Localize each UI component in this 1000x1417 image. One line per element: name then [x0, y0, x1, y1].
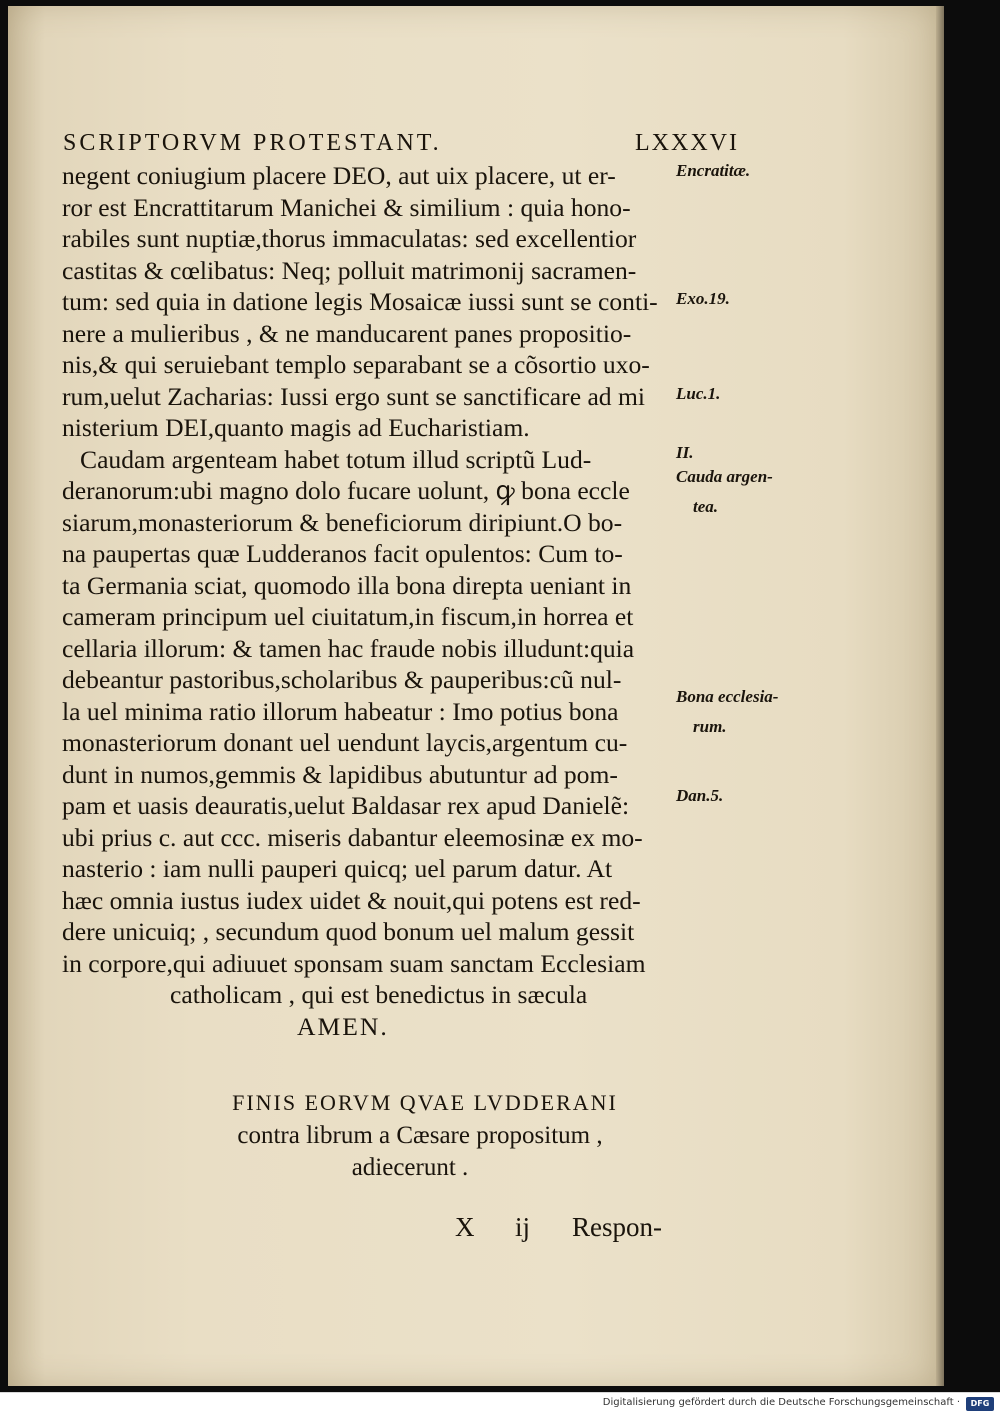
text-line: nisterium DEI,quanto magis ad Eucharistiam.	[62, 413, 530, 442]
text-line: debeantur pastoribus,scholaribus & pauperibus:cũ nul-	[62, 665, 622, 694]
text-line: tum: sed quia in datione legis Mosaicæ iussi sunt se conti-	[62, 287, 658, 316]
text-line: nere a mulieribus , & ne manducarent panes propositio-	[62, 318, 632, 348]
main-text-block	[62, 160, 672, 1042]
text-line: deranorum:ubi magno dolo fucare uolunt, ꝙ bona eccle	[62, 476, 630, 505]
margin-note-section-number: II.	[676, 443, 694, 462]
text-line: nasterio : iam nulli pauperi quicq; uel parum datur. At	[62, 854, 613, 883]
text-line: negent coniugium placere DEO, aut uix placere, ut er-	[62, 161, 616, 190]
text-line: ta Germania sciat, quomodo illa bona direpta ueniant in	[62, 570, 632, 600]
margin-note-bona: Bona ecclesia-	[676, 687, 779, 706]
running-header	[63, 130, 763, 157]
margin-note-bona-cont: rum.	[693, 717, 727, 736]
text-line: in corpore,qui adiuuet sponsam suam sanctam Ecclesiam	[62, 948, 646, 978]
text-line: cameram principum uel ciuitatum,in fiscum,in horrea et	[62, 602, 634, 631]
text-line: monasteriorum donant uel uendunt laycis,argentum cu-	[62, 728, 628, 757]
margin-note-exodus: Exo.19.	[676, 289, 730, 308]
signature-mark: X	[455, 1212, 475, 1242]
catchword: Respon-	[572, 1212, 662, 1242]
text-line: rabiles sunt nuptiæ,thorus immaculatas: sed excellentior	[62, 224, 637, 253]
margin-note-daniel: Dan.5.	[676, 786, 724, 805]
text-line: pam et uasis deauratis,uelut Baldasar rex apud Danielẽ:	[62, 791, 630, 820]
signature-number: ij	[515, 1212, 531, 1242]
colophon	[0, 1090, 760, 1186]
margin-note-encratitae: Encratitæ.	[676, 161, 751, 180]
text-line: cellaria illorum: & tamen hac fraude nobis illudunt:quia	[62, 633, 635, 663]
text-line: castitas & cœlibatus: Neq; polluit matrimonij sacramen-	[62, 255, 637, 285]
margin-note-luke: Luc.1.	[676, 384, 721, 403]
text-line: Caudam argenteam habet totum illud scriptũ Lud-	[80, 444, 592, 474]
text-line: nis,& qui seruiebant templo separabant se a cõsortio uxo-	[62, 350, 650, 379]
page-edge	[936, 6, 944, 1386]
colophon-line: FINIS EORVM QVAE LVDDERANI	[232, 1090, 618, 1115]
text-line: hæc omnia iustus iudex uidet & nouit,qui potens est red-	[62, 885, 641, 915]
text-line: dunt in numos,gemmis & lapidibus abutuntur ad pom-	[62, 759, 618, 789]
running-title: SCRIPTORVM PROTESTANT.	[63, 130, 442, 156]
dfg-logo-icon: DFG	[966, 1397, 994, 1411]
text-line: rum,uelut Zacharias: Iussi ergo sunt se sanctificare ad mi	[62, 381, 646, 411]
margin-note-cauda: Cauda argen-	[676, 467, 773, 486]
colophon-line: contra librum a Cæsare propositum ,	[237, 1122, 603, 1149]
text-line: ubi prius c. aut ccc. miseris dabantur eleemosinæ ex mo-	[62, 822, 643, 852]
text-line: siarum,monasteriorum & beneficiorum diripiunt.O bo-	[62, 507, 623, 537]
folio-number: LXXXVI	[635, 130, 739, 156]
funding-credit: Digitalisierung gefördert durch die Deutsche Forschungsgemeinschaft ·	[602, 1397, 960, 1408]
colophon-line: adiecerunt .	[351, 1154, 469, 1181]
amen-line: AMEN.	[297, 1011, 389, 1041]
footer-bar	[0, 1392, 1000, 1417]
text-line: catholicam , qui est benedictus in sæcula	[170, 980, 588, 1009]
text-line: na paupertas quæ Ludderanos facit opulentos: Cum to-	[62, 539, 623, 568]
text-line: dere unicuiq; , secundum quod bonum uel malum gessit	[62, 917, 635, 946]
text-line: la uel minima ratio illorum habeatur : Imo potius bona	[62, 696, 619, 726]
margin-note-cauda-cont: tea.	[693, 497, 719, 516]
text-line: ror est Encrattitarum Manichei & similium : quia hono-	[62, 192, 631, 222]
